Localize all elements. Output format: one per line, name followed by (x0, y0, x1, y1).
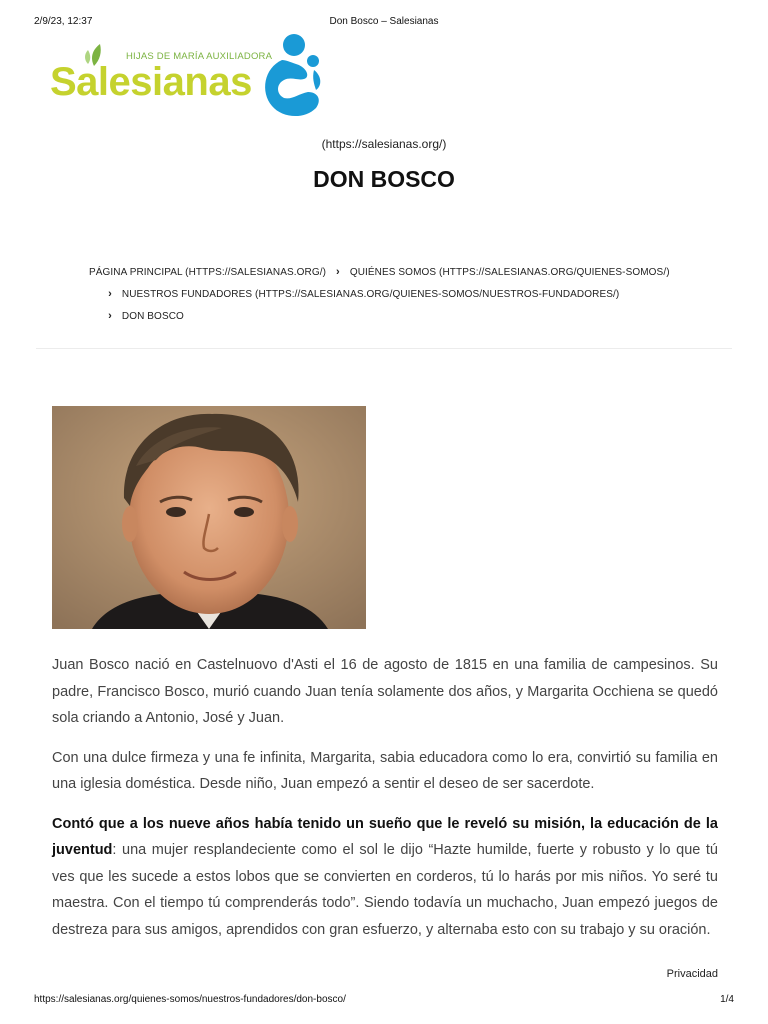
paragraph-1: Juan Bosco nació en Castelnuovo d'Asti el 16 de agosto de 1815 en una familia de campesinos. Su padre, Francisco Bosco, murió cuando Juan tenía solamente dos años, y Margarita Occhiena se quedó sola criando a Antonio, José y Juan. (52, 657, 718, 726)
privacy-link[interactable]: Privacidad (666, 968, 718, 980)
chevron-right-icon: › (108, 288, 112, 300)
print-url: https://salesianas.org/quienes-somos/nuestros-fundadores/don-bosco/ (34, 994, 346, 1005)
salesianas-symbol-icon (258, 34, 328, 120)
print-header (34, 16, 734, 30)
print-document-title: Don Bosco – Salesianas (329, 16, 439, 27)
breadcrumb-item-quienes-somos[interactable]: QUIÉNES SOMOS (HTTPS://SALESIANAS.ORG/QUIENES-SOMOS/) (349, 267, 670, 278)
print-footer (34, 994, 734, 1008)
breadcrumb-item-nuestros-fundadores[interactable]: NUESTROS FUNDADORES (HTTPS://SALESIANAS.ORG/QUIENES-SOMOS/NUESTROS-FUNDADORES/) (121, 289, 620, 300)
logo-wordmark: Salesianas (50, 60, 252, 104)
print-date: 2/9/23, 12:37 (34, 16, 93, 27)
don-bosco-portrait (52, 406, 366, 629)
home-link[interactable]: (https://salesianas.org/) (321, 137, 447, 151)
paragraph-2: Con una dulce firmeza y una fe infinita, Margarita, sabia educadora como lo era, convirtió su familia en una iglesia doméstica. Desde niño, Juan empezó a sentir el deseo de ser sacerdote. (52, 749, 718, 792)
chevron-right-icon: › (336, 266, 340, 278)
logo-tagline: HIJAS DE MARÍA AUXILIADORA (126, 51, 273, 62)
paragraph-3-highlight: Contó que a los nueve años había tenido un sueño que le reveló su misión, la educación de la juventud (52, 815, 718, 858)
paragraph-3-text: : una mujer resplandeciente como el sol le dijo “Hazte humilde, fuerte y robusto y lo que tú ves que les sucede a estos lobos que se convierten en corderos, tú lo harás por mis niños. Yo seré tu maestra. Con el tiempo tú comprenderás todo”. Siendo todavía un muchacho, Juan empezó juegos de destreza para sus amigos, aprendidos con gran esfuerzo, y alternaba esto con su trabajo y su oración. (52, 842, 718, 938)
article-body (52, 652, 718, 956)
breadcrumb-item-current: DON BOSCO (121, 311, 184, 322)
paragraph-3 (52, 811, 718, 944)
page-title: DON BOSCO (313, 166, 455, 192)
chevron-right-icon: › (108, 310, 112, 322)
header-divider (36, 348, 732, 349)
salesianas-logo[interactable] (50, 38, 330, 126)
print-page-number: 1/4 (720, 994, 734, 1005)
breadcrumb-item-home[interactable]: PÁGINA PRINCIPAL (HTTPS://SALESIANAS.ORG/) (89, 267, 327, 278)
